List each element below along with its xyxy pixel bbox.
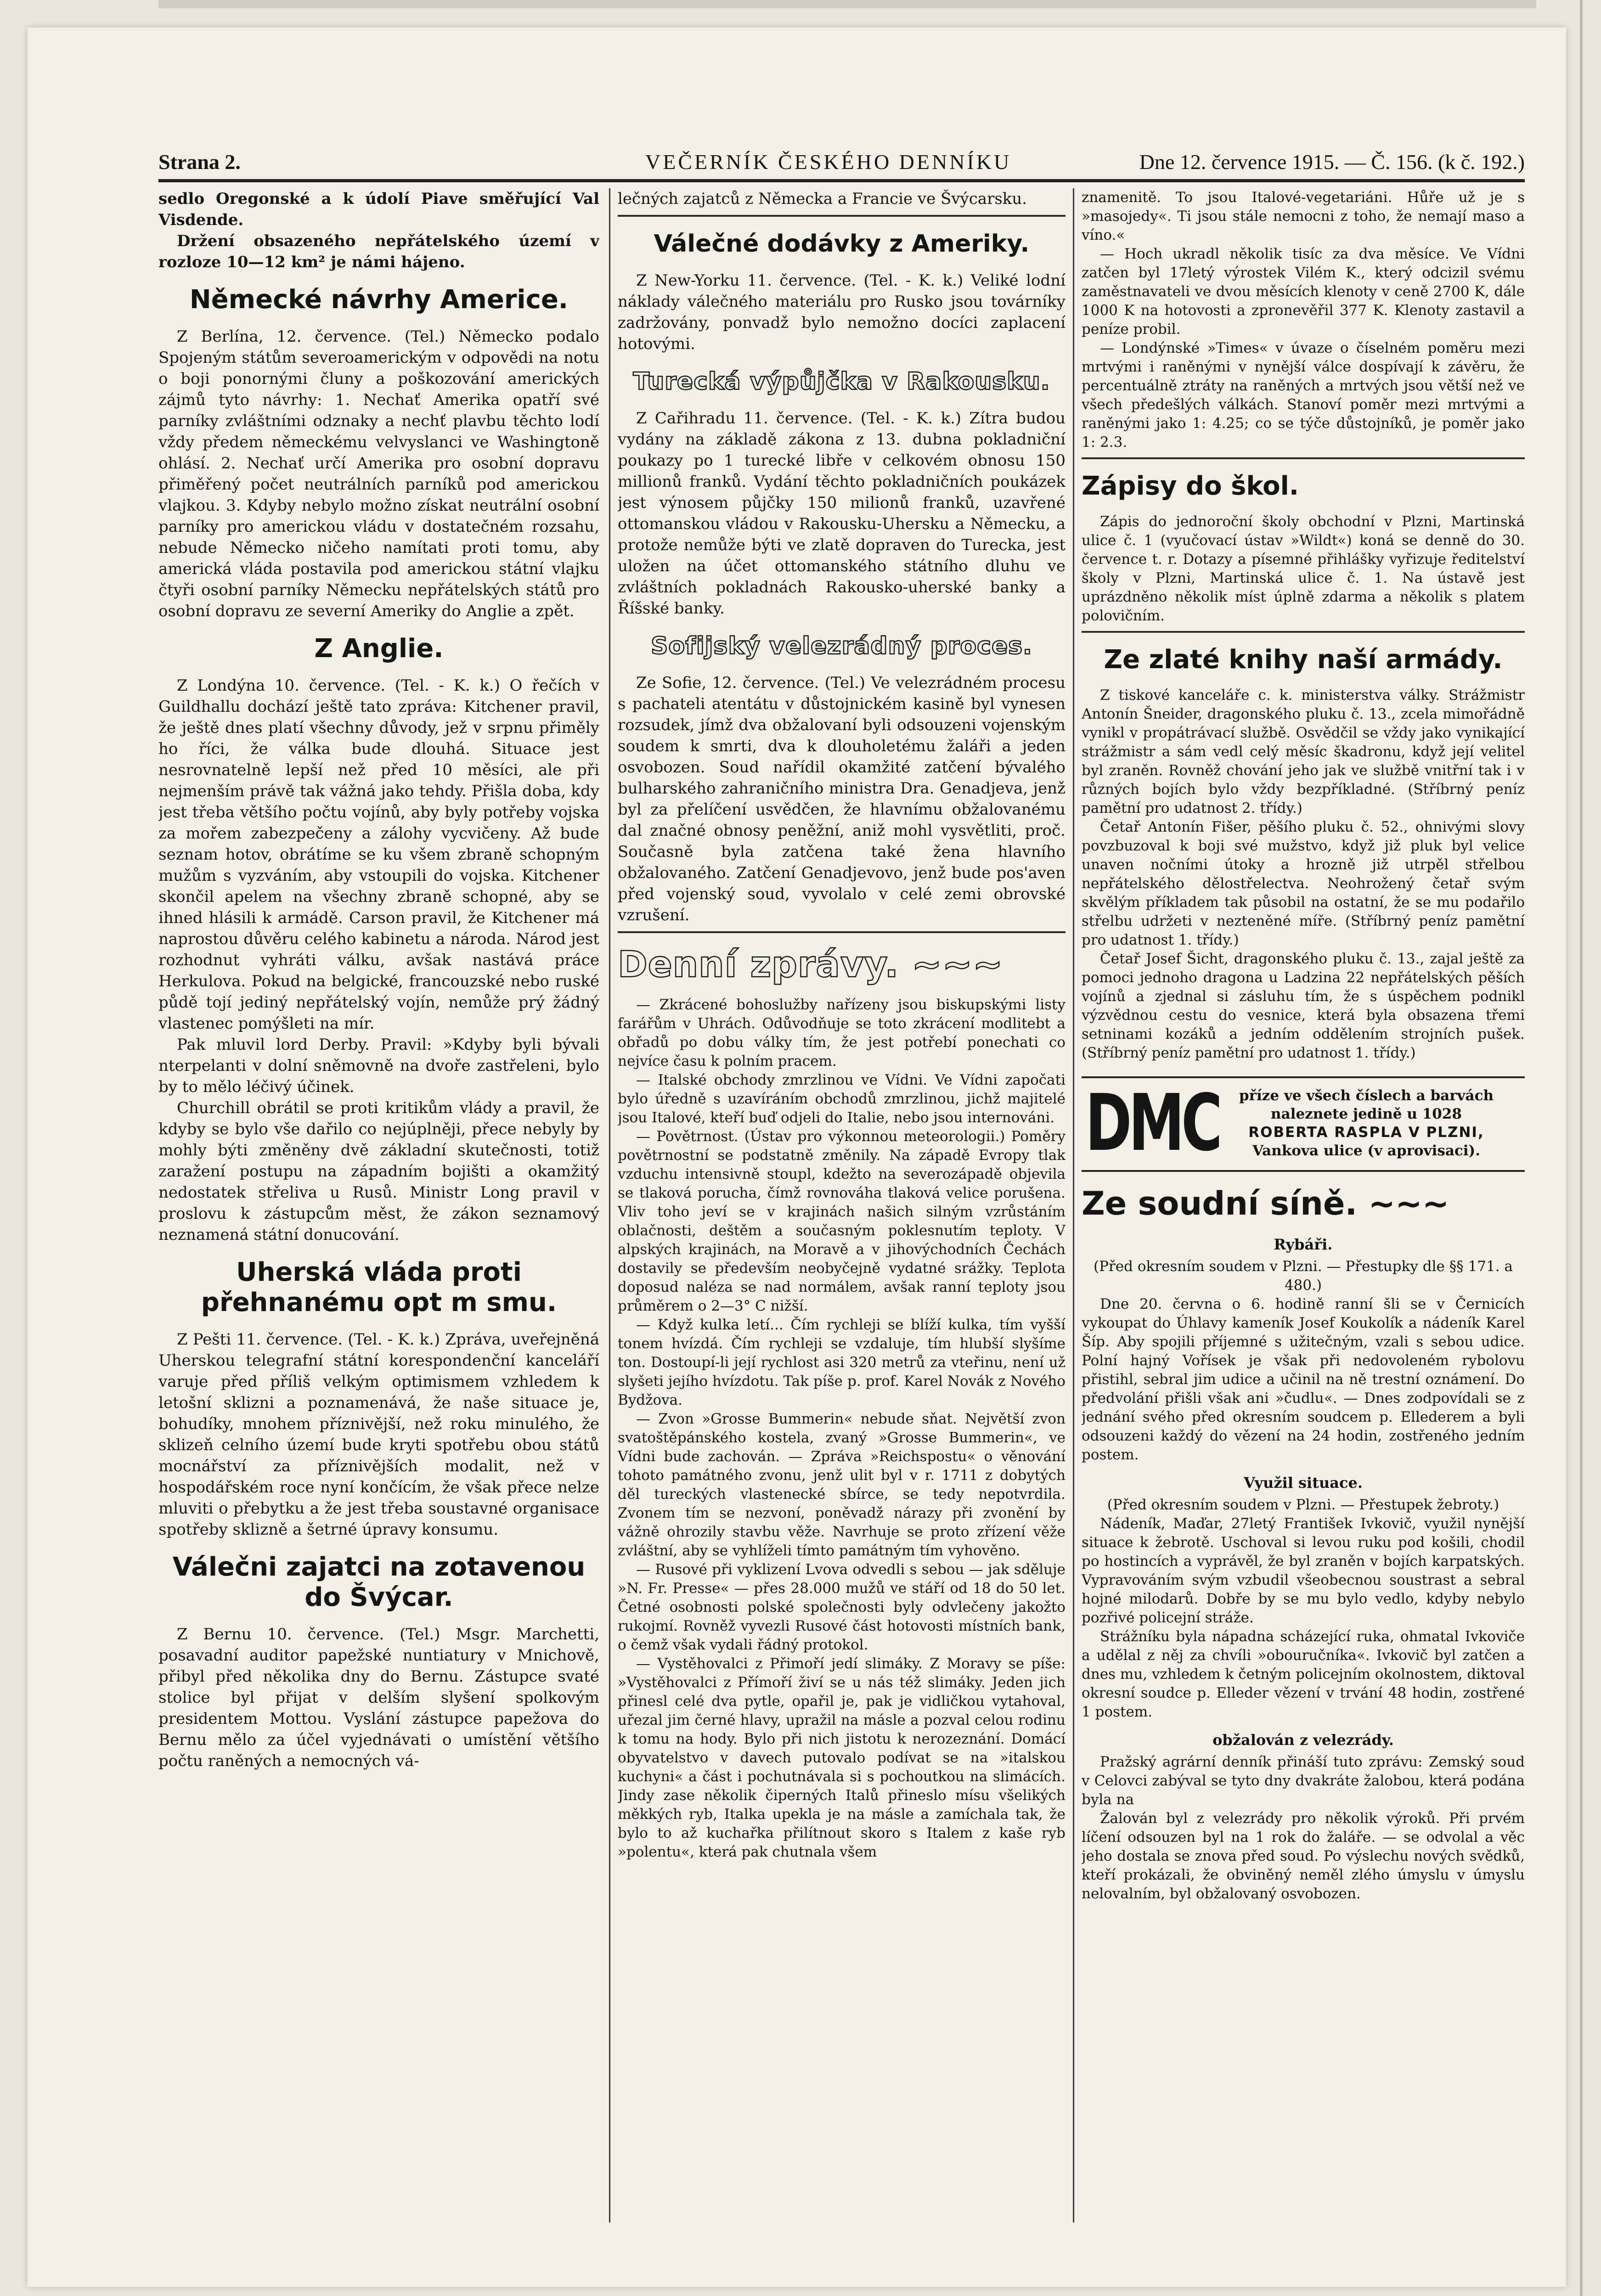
article-continuation: lečných zajatců z Německa a Francie ve Švýcarsku.: [618, 190, 1027, 208]
news-continuation: znamenitě. To jsou Italové-vegetariáni. Hůře už je s »masojedy«. Ti jsou stále nemocni z toho, že nemají maso a víno.«: [1082, 189, 1525, 243]
case-title: Využil situace.: [1244, 1474, 1363, 1491]
case-court: (Před okresním soudem v Plzni. — Přestupek žebroty.): [1107, 1497, 1500, 1513]
article-title: Ze zlaté knihy naší armády.: [1104, 645, 1503, 675]
case-body: Dne 20. června o 6. hodině ranní šli se v Černicích vykoupat do Úhlavy kameník Josef Koukolík a nádeník Karel Šíp. Aby spojili příjemné s užitečným, vzali s sebou udice. Polní hajný Vořísek je však při nedovoleném rybolovu přistihl, sebral jim udice a učinil na ně trestní oznámení. Do předvolání přišli však ani »čudlu«. — Dnes zodpovídali se z jednání svého před okresním soudcem p. Ellederem a byli odsouzeni každý do vězení na 24 hodin, zostřeného jedním postem.: [1082, 1296, 1525, 1463]
case-body: Žalován byl z velezrády pro několik výroků. Při prvém líčení odsouzen byl na 1 rok do žaláře. — se odvolal a věc jeho dostala se znova před soud. Po výslechu nových svědků, kteří prokázali, že obviněný neměl zlého úmyslu v úmyslu nelovalním, byl obžalovaný osvobozen.: [1082, 1810, 1525, 1902]
article-title: Turecká výpůjčka v Rakousku.: [633, 368, 1050, 395]
news-item: — Vystěhovalci z Přimoří jedí slimáky. Z Moravy se píše: »Vystěhovalci z Přímoří živí se u nás též slimáky. Jeden jich přinesl celé dva pytle, opařil je, pak je vidličkou vytahoval, uřezal jim černé hlavy, upražil na másle a pozval celou rodinu k tomu na hody. Bylo při nich jistotu k nerozeznání. Domácí obyvatelstvo v davech putovalo podívat se na »italskou kuchyni« a část i pochutnávala si s pochoutkou na slimácích. Jindy zase několik čiperných Italů přineslo mísu všelikých měkkých ryb, Italka upekla je na másle a zamíchala tak, že bylo to až kuchařka přilítnout skoro s Italem z kaše ryb »polentu«, která pak chutnala všem: [618, 1655, 1065, 1860]
divider: [1082, 457, 1525, 459]
article-body: Z Bernu 10. července. (Tel.) Msgr. Marchetti, posavadní auditor papežské nuntiatury v Mnichově, přibyl před několika dny do Bernu. Zástupce svaté stolice byl přijat v delším slyšení spolkovým presidentem Mottou. Vyslání zástupce papežova do Bernu mělo za účel vyjednávati o umístění většího počtu raněných a nemocných vá-: [158, 1625, 599, 1770]
header-rule: [158, 179, 1525, 182]
article-body: Z Cařihradu 11. července. (Tel. - K. k.) Zítra budou vydány na základě zákona z 13. dubna pokladniční poukazy po 1 turecké libře v celkovém obnosu 150 millionů franků. Vydání těchto pokladničních poukázek jest výnosem půjčky 150 milionů franků, uzavřené ottomanskou vládou v Rakousku-Uhersku a Německu, a protože nemůže býti ve zlatě dopraven do Turecka, jest uložen na účet ottomanského státního dluhu ve zvláštních pokladnách Rakousko-uherské banky a Říšské banky.: [618, 409, 1065, 618]
advertisement: [1082, 1076, 1525, 1172]
ad-line: příze ve všech číslech a barvách: [1239, 1087, 1494, 1104]
news-item: — Hoch ukradl několik tisíc za dva měsíce. Ve Vídni zatčen byl 17letý výrostek Vilém K., který odcizil svému zaměstnavateli ve dvou měsících klenoty v ceně 2700 K, dále 1000 K na hotovosti a zpronevěřil 377 K. Klenoty zastavil a peníze probil.: [1082, 246, 1525, 338]
news-item: — Rusové při vyklizení Lvova odvedli s sebou — jak sděluje »N. Fr. Presse« — přes 28.000 mužů ve stáří od 18 do 50 let. Četné osobnosti polské společnosti byly odvlečeny jakožto rukojmí. Rovněž vyvezli Rusové část hotovosti místních bank, o čemž však vydali řádný protokol.: [618, 1561, 1065, 1653]
section-title: [618, 945, 1065, 985]
article-title: Sofijský velezrádný proces.: [651, 632, 1032, 660]
news-item: — Povětrnost. (Ústav pro výkonnou meteorologii.) Poměry povětrnostní se podstatně změnily. Na západě Evropy tlak vzduchu intensivně stoupl, kdežto na severozápadě objevila se tlaková porucha, čímž rovnováha tlaková velice porušena. Vliv toho jeví se v krajinách našich silným vzrůstáním oblačnosti, deštěm a současným poklesnutím teploty. V alpských krajinách, na Moravě a v jihovýchodních Čechách dostavily se především neobyčejně vydatné srážky. Teplota doposud naléza se nad normálem, avšak ranní teploty jsou průměrem o 2—3° C nižší.: [618, 1128, 1065, 1314]
case-court: (Před okresním soudem v Plzni. — Přestupky dle §§ 171. a 480.): [1094, 1258, 1513, 1294]
article-title: Z Anglie.: [314, 634, 444, 664]
page-number: Strana 2.: [158, 150, 241, 174]
column-3: [1082, 188, 1525, 2223]
wave-ornament: ~~~: [912, 944, 1003, 985]
news-item: — Zvon »Grosse Bummerin« nebude sňat. Největší zvon svatoštěpánského kostela, zvaný »Grosse Bummerin«, ve Vídni bude zachován. — Zpráva »Reichspostu« o věnování tohoto památného zvonu, jenž ulit byl v r. 1711 z dobytých děl tureckých vlastenecké sbírce, se tedy nepotvrdila. Zvonem tím se nezvoní, poněvadž nárazy při zvonění by vážně ohrozily stavbu věže. Navrhuje se proto zřízení věže zvláštní, aby se vyhlíželi tímto památným tím vyhověno.: [618, 1411, 1065, 1559]
case-title: Rybáři.: [1274, 1236, 1333, 1253]
article-body: Z Londýna 10. července. (Tel. - K. k.) O řečích v Guildhallu dochází ještě tato zpráva: Kitchener pravil, že ještě dnes platí všechny důvody, jež v srpnu přiměly ho říci, že válka bude dlouhá. Situace jest nesrovnatelně lepší než před 10 měsíci, ale při nejmenším právě tak vážná jako tehdy. Přišla doba, kdy jest třeba většího počtu vojínů, aby byly potřeby vojska za mořem zabezpečeny a zálohy vycvičeny. Až bude seznam hotov, obrátíme se ku všem zbraně schopným mužům s vyzváním, aby vstoupili do vojska. Kitchener skončil apelem na všechny zbraně schopné, aby se ihned hlásili k armádě. Carson pravil, že Kitchener má naprostou důvěru celého kabinetu a národa. Národ jest rozhodnut vyhráti válku, avšak nastává práce Herkulova. Pokud na belgické, francouzské nebo ruské půdě tojí jediný nepřátelský vojín, nemůže prý žádný vlastenec pomýšleti na mír.: [158, 676, 599, 1033]
article-title: Válečni zajatci na zotavenou do Švýcar.: [172, 1552, 586, 1612]
newspaper-title: VEČERNÍK ČESKÉHO DENNÍKU: [645, 150, 1012, 174]
column-rule: [609, 188, 610, 2223]
scan-border: [158, 0, 1536, 8]
article-body: Z New-Yorku 11. července. (Tel. - K. k.) Veliké lodní náklady válečného materiálu pro Rusko jsou továrníky zadržovány, ponvadž bylo nemožno docíci zaplacení hotovými.: [618, 271, 1065, 353]
article-title: Zápisy do škol.: [1082, 471, 1299, 501]
column-rule: [1073, 188, 1074, 2223]
ad-address: Vankova ulice (v aprovisaci).: [1252, 1142, 1481, 1159]
report-continuation: Držení obsazeného nepřátelského území v rozloze 10—12 km² je námi hájeno.: [158, 232, 599, 271]
column-1: [158, 188, 599, 2223]
section-title-text: Denní zprávy.: [618, 944, 899, 985]
wave-ornament: ~~~: [1368, 1185, 1449, 1222]
article-body: Pak mluvil lord Derby. Pravil: »Kdyby byli bývali nterpelanti v dolní sněmovně na dvoře zastřeleni, bylo by to mělo léčivý účinek.: [158, 1035, 599, 1096]
article-body: Ze Sofie, 12. července. (Tel.) Ve velezrádném procesu s pachateli atentátu v důstojnickém kasině byl vynesen rozsudek, jímž dva obžalovaní byli odsouzeni vojenským soudem k smrti, dva k dlouholetému žaláři a jeden osvobozen. Soud nařídil okamžité zatčení bývalého bulharského zahraničního ministra Dra. Genadjeva, jenž byl za přelíčení usvědčen, že hlavnímu obžalovanému dal značné obnosy peněžní, aniž mohl vysvětliti, proč. Současně byla zatčena také žena hlavního obžalovaného. Zatčení Genadjevovo, jenž bude pos'aven před vojenský soud, vyvolalo v celé zemi obrovské vzrušení.: [618, 674, 1065, 924]
divider: [1082, 631, 1525, 633]
scan-margin-line: [1580, 0, 1583, 2296]
case-body: Strážníku byla nápadna scházející ruka, ohmatal Ivkoviče a udělal z něj za chvíli »obouručníka«. Ivkovič byl zatčen a dnes mu, vzhledem k četným policejním okolnostem, diktoval okresní soudce p. Elleder vězení v trvání 48 hodin, zostřené 1 postem.: [1082, 1628, 1525, 1720]
article-body: Četař Josef Šicht, dragonského pluku č. 13., zajal ještě za pomoci jednoho dragona u Ladzina 22 nepřátelských pěších vojínů a zjednal si zásluhu tím, že s úspěchem podnikl výzvědnou cestu do vesnice, která byla obsazena třemi setninami kozáků a jedním oddělením strojních pušek. (Stříbrný peníz pamětní pro udatnost 1. třídy.): [1082, 951, 1525, 1061]
article-title: Uherská vláda proti přehnanému opt m smu.: [201, 1257, 557, 1317]
ad-text: [1215, 1086, 1518, 1160]
divider: [618, 931, 1065, 933]
article-body: Churchill obrátil se proti kritikům vlády a pravil, že kdyby se bylo vše dařilo co nejúplněji, přece nebyly by mohly býti změněny dvě základní skutečnosti, totiž zaražení postupu na západním bojišti a okamžitý nedostatek střeliva u Rusů. Ministr Long pravil v proslovu k zástupcům měst, že zákon seznamový neznamená státní donucování.: [158, 1099, 599, 1244]
ad-line: naleznete jedině u 1028: [1271, 1106, 1462, 1122]
issue-date: Dne 12. července 1915. — Č. 156. (k č. 192.): [1139, 150, 1525, 174]
section-title: [1082, 1184, 1525, 1223]
page-header: [158, 146, 1525, 177]
article-body: Zápis do jednoroční školy obchodní v Plzni, Martinská ulice č. 1 (vyučovací ústav »Wildt«) koná se denně do 30. července t. r. Dotazy a písemné přihlášky vyřizuje ředitelství školy v Plzni, Martinská ulice č. 1. Na ústavě jest uprázdněno několik míst úplně zdarma a několik s platem polovičním.: [1082, 513, 1525, 624]
column-2: [618, 188, 1065, 2223]
ad-logo: DMC: [1085, 1078, 1219, 1169]
ad-brand: ROBERTA RASPLA V PLZNI,: [1248, 1124, 1484, 1141]
news-item: — Když kulka letí... Čím rychleji se blíží kulka, tím vyšší tonem hvízdá. Čím rychleji se vzdaluje, tím hlubší slyšíme ton. Dostoupí-li její rychlost asi 320 metrů za vteřinu, není už slyšeti jejího hvízdotu. Tak píše p. prof. Karel Novák z Nového Bydžova.: [618, 1317, 1065, 1408]
article-body: Četař Antonín Fišer, pěšího pluku č. 52., ohnivými slovy povzbuzoval k boji své mužstvo, když již pluk byl velice unaven nočními útoky a hrozně již utrpěl střelbou nepřátelského dělostřelectva. Neohrožený četař svým skvělým příkladem tak působil na ostatní, že se mu podařilo střelbu udržeti v nezteněné míře. (Stříbrný peníz pamětní pro udatnost 1. třídy.): [1082, 819, 1525, 948]
article-body: Z Pešti 11. července. (Tel. - K. k.) Zpráva, uveřejněná Uherskou telegrafní státní korespondenční kanceláří varuje před příliš velkým optimismem vzhledem k letošní sklizni a poznamenává, že naše situace je, bohudíky, mnohem příznivější, než roku minulého, že sklizeň celního území bude kryti spotřebu obou států mocnářství za příznivějších modalit, než v hospodářském roce nyní končícím, že však přece nelze mluviti o přebytku a že jest třeba soustavné organisace spotřeby sklizně a šetrné úpravy konsumu.: [158, 1330, 599, 1539]
article-title: Válečné dodávky z Ameriky.: [654, 230, 1030, 258]
report-continuation: sedlo Oregonské a k údolí Piave směřující Val Visdende.: [158, 190, 599, 229]
article-title: Německé návrhy Americe.: [189, 285, 569, 315]
news-item: — Italské obchody zmrzlinou ve Vídni. Ve Vídni započati bylo úředně s uzavíráním obchodů zmrzlinou, jichž majitelé jsou Italové, kteří buď odjeli do Italie, nebo jsou internováni.: [618, 1072, 1065, 1126]
news-item: — Zkrácené bohoslužby nařízeny jsou biskupskými listy farářům v Uhrách. Odůvodňuje se toto zkrácení modlitebt a obřadů po dobu války tím, že jest potřebí ponechati co nejvíce času k polním pracem.: [618, 996, 1065, 1069]
case-body: Pražský agrární denník přináší tuto zprávu: Zemský soud v Celovci zabýval se tyto dny dvakráte žalobou, která podána byla na: [1082, 1754, 1525, 1808]
article-body: Z tiskové kanceláře c. k. ministerstva války. Strážmistr Antonín Šneider, dragonského pluku č. 13., zcela mimořádně vynikl v propátrávací službě. Osvědčil se vždy jako vynikající strážmistr a sám vedl celý měsíc škadronu, když její velitel byl zraněn. Rovněž chování jeho jak ve službě vnitřní tak i v různých bojích bylo vždy bezpříkladné. (Stříbrný peníz pamětní pro udatnost 2. třídy.): [1082, 687, 1525, 816]
section-title-text: Ze soudní síně.: [1082, 1185, 1358, 1222]
article-body: Z Berlína, 12. července. (Tel.) Německo podalo Spojeným státům severoamerickým v odpovědi na notu o boji ponornými čluny a poškozování amerických zájmů tyto návrhy: 1. Nechať Amerika opatří své parníky zvláštními odznaky a nechť plavbu těchto lodí vždy předem německému velvyslanci ve Washingtoně ohlásí. 2. Nechať určí Amerika pro osobní dopravu přiměřený počet neutrálních parníků pod americkou vlajkou. 3. Kdyby nebylo možno získat neutrální osobní parníky pro americkou vládu v dostatečném rozsahu, nebude Německo ničeho namítati proti tomu, aby americká vláda postavila pod americkou státní vlajku čtyři osobní parníky Německu nepřátelských států pro osobní dopravu ze severní Ameriky do Anglie a zpět.: [158, 327, 599, 620]
case-title: obžalován z velezrády.: [1212, 1731, 1394, 1749]
news-item: — Londýnské »Times« v úvaze o číselném poměru mezi mrtvými i raněnými v nynější válce dospívají k závěru, že percentuálně ztráty na raněných a mrtvých jsou větší než ve všech předešlých válkách. Stanoví poměr mezi mrtvými a raněnými jako 1: 4.25; co se týče důstojníků, je poměr jako 1: 2.3.: [1082, 340, 1525, 450]
case-body: Nádeník, Maďar, 27letý František Ivkovič, využil nynější situace k žebrotě. Uschoval si levou ruku pod košili, chodil po hostincích a vyprávěl, že byl zraněn v bojích karpatských. Vypravováním svým vzbudil všeobecnou soustrast a sebral hojné milodarů. Dobře by se mu bylo vedlo, kdyby nebylo pozřivé policejní stráže.: [1082, 1515, 1525, 1626]
divider: [618, 215, 1065, 217]
